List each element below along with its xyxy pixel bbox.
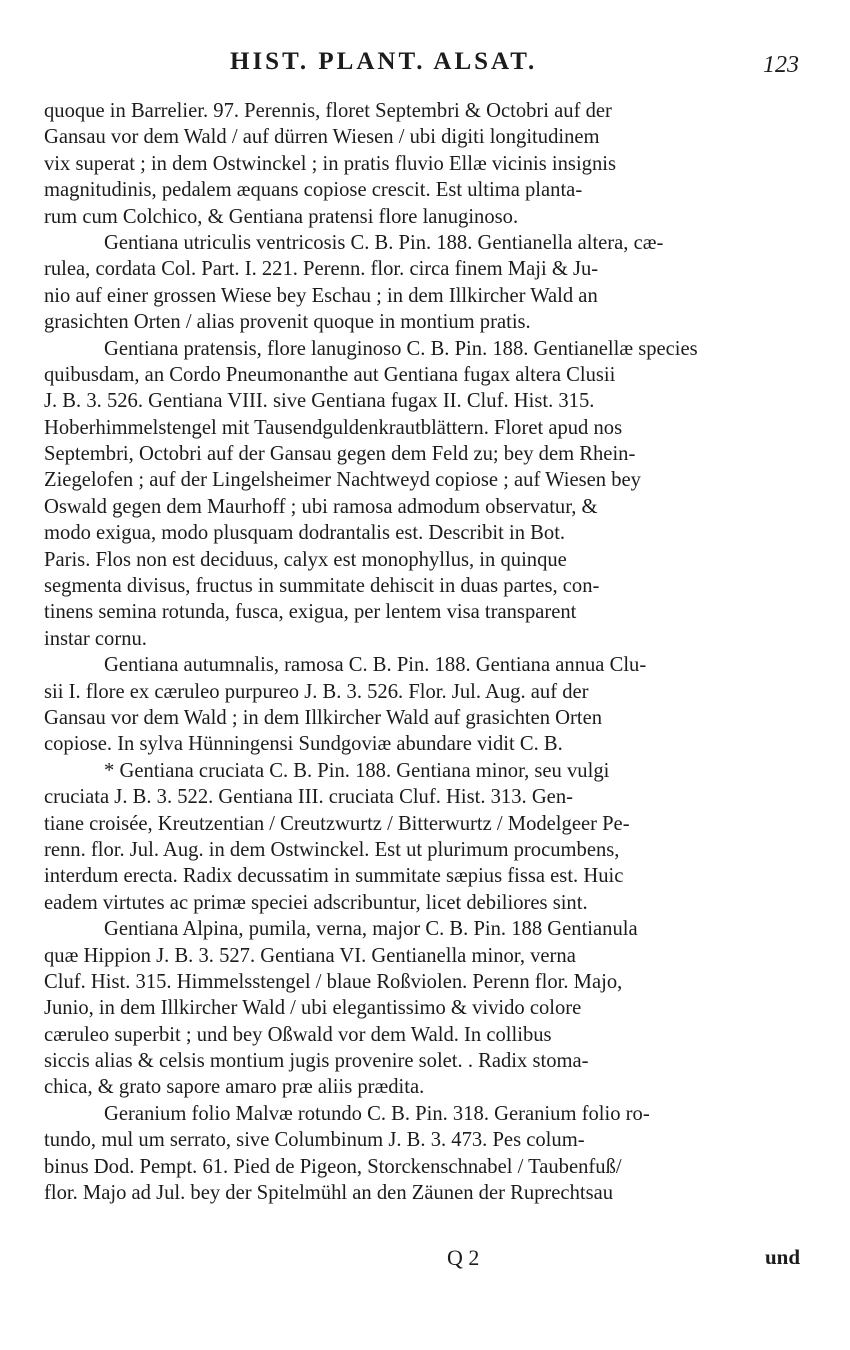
text-line: Ziegelofen ; auf der Lingelsheimer Nachtweyd copiose ; auf Wiesen bey bbox=[44, 469, 641, 492]
catchword: und bbox=[765, 1245, 801, 1269]
text-line: nio auf einer grossen Wiese bey Eschau ; in dem Illkircher Wald an bbox=[44, 284, 598, 307]
text-line: quoque in Barrelier. 97. Perennis, floret Septembri & Octobri auf der bbox=[44, 100, 612, 122]
text-line: quæ Hippion J. B. 3. 527. Gentiana VI. Gentianella minor, verna bbox=[44, 944, 576, 967]
text-line: Oswald gegen dem Maurhoff ; ubi ramosa admodum observatur, & bbox=[44, 495, 598, 518]
signature-mark: Q 2 bbox=[447, 1245, 480, 1270]
text-line: rum cum Colchico, & Gentiana pratensi flore lanuginoso. bbox=[44, 205, 519, 228]
text-line: rulea, cordata Col. Part. I. 221. Perenn. flor. circa finem Maji & Ju- bbox=[44, 258, 599, 281]
text-line: Septembri, Octobri auf der Gansau gegen dem Feld zu; bey dem Rhein- bbox=[44, 443, 636, 466]
text-line: interdum erecta. Radix decussatim in summitate sæpius fissa est. Huic bbox=[44, 865, 624, 888]
text-line: Gentiana autumnalis, ramosa C. B. Pin. 188. Gentiana annua Clu- bbox=[104, 654, 647, 677]
text-line: Junio, in dem Illkircher Wald / ubi elegantissimo & vivido colore bbox=[44, 997, 582, 1020]
text-line: tiane croisée, Kreutzentian / Creutzwurtz / Bitterwurtz / Modelgeer Pe- bbox=[44, 812, 630, 835]
text-line: Gansau vor dem Wald ; in dem Illkircher Wald auf grasichten Orten bbox=[44, 706, 603, 729]
text-line: sii I. flore ex cæruleo purpureo J. B. 3. 526. Flor. Jul. Aug. auf der bbox=[44, 680, 589, 703]
text-line: flor. Majo ad Jul. bey der Spitelmühl an den Zäunen der Ruprechtsau bbox=[44, 1182, 614, 1205]
text-line: cruciata J. B. 3. 522. Gentiana III. cruciata Cluf. Hist. 313. Gen- bbox=[44, 786, 573, 809]
text-line: Gentiana pratensis, flore lanuginoso C. B. Pin. 188. Gentianellæ species bbox=[104, 337, 698, 360]
text-line: Geranium folio Malvæ rotundo C. B. Pin. 318. Geranium folio ro- bbox=[104, 1102, 650, 1125]
text-line: J. B. 3. 526. Gentiana VIII. sive Gentiana fugax II. Cluf. Hist. 315. bbox=[44, 390, 595, 413]
text-line: modo exigua, modo plusquam dodrantalis est. Describit in Bot. bbox=[44, 522, 566, 545]
text-line: Gentiana Alpina, pumila, verna, major C. B. Pin. 188 Gentianula bbox=[104, 918, 638, 941]
text-line: cæruleo superbit ; und bey Oßwald vor dem Wald. In collibus bbox=[44, 1023, 552, 1046]
text-line: segmenta divisus, fructus in summitate dehiscit in duas partes, con- bbox=[44, 575, 600, 598]
text-line: instar cornu. bbox=[44, 627, 147, 650]
text-line: vix superat ; in dem Ostwinckel ; in pratis fluvio Ellæ vicinis insignis bbox=[44, 152, 616, 175]
text-line: Hoberhimmelstengel mit Tausendguldenkrautblättern. Floret apud nos bbox=[44, 416, 623, 439]
text-line: Gansau vor dem Wald / auf dürren Wiesen / ubi digiti longitudinem bbox=[44, 126, 600, 149]
text-line: Gentiana utriculis ventricosis C. B. Pin. 188. Gentianella altera, cæ- bbox=[104, 231, 664, 254]
running-head: HIST. PLANT. ALSAT. bbox=[230, 48, 538, 75]
text-line: * Gentiana cruciata C. B. Pin. 188. Gentiana minor, seu vulgi bbox=[104, 759, 610, 782]
text-line: quibusdam, an Cordo Pneumonanthe aut Gentiana fugax altera Clusii bbox=[44, 363, 616, 386]
text-line: grasichten Orten / alias provenit quoque in montium pratis. bbox=[44, 311, 531, 334]
text-line: magnitudinis, pedalem æquans copiose crescit. Est ultima planta- bbox=[44, 179, 583, 202]
text-line: siccis alias & celsis montium jugis provenire solet. . Radix stoma- bbox=[44, 1050, 589, 1073]
text-line: Paris. Flos non est deciduus, calyx est monophyllus, in quinque bbox=[44, 548, 567, 571]
text-line: Cluf. Hist. 315. Himmelsstengel / blaue Roßviolen. Perenn flor. Majo, bbox=[44, 970, 623, 993]
text-line: chica, & grato sapore amaro præ aliis prædita. bbox=[44, 1076, 425, 1099]
body-text bbox=[44, 98, 806, 1206]
text-line: binus Dod. Pempt. 61. Pied de Pigeon, Storckenschnabel / Taubenfuß/ bbox=[44, 1155, 622, 1178]
text-line: copiose. In sylva Hünningensi Sundgoviæ abundare vidit C. B. bbox=[44, 733, 563, 756]
text-line: eadem virtutes ac primæ speciei adscribuntur, licet debiliores sint. bbox=[44, 891, 588, 914]
page-number: 123 bbox=[763, 52, 799, 78]
text-line: tinens semina rotunda, fusca, exigua, per lentem visa transparent bbox=[44, 601, 577, 624]
text-line: renn. flor. Jul. Aug. in dem Ostwinckel. Est ut plurimum procumbens, bbox=[44, 838, 620, 861]
text-line: tundo, mul um serrato, sive Columbinum J. B. 3. 473. Pes colum- bbox=[44, 1129, 585, 1152]
